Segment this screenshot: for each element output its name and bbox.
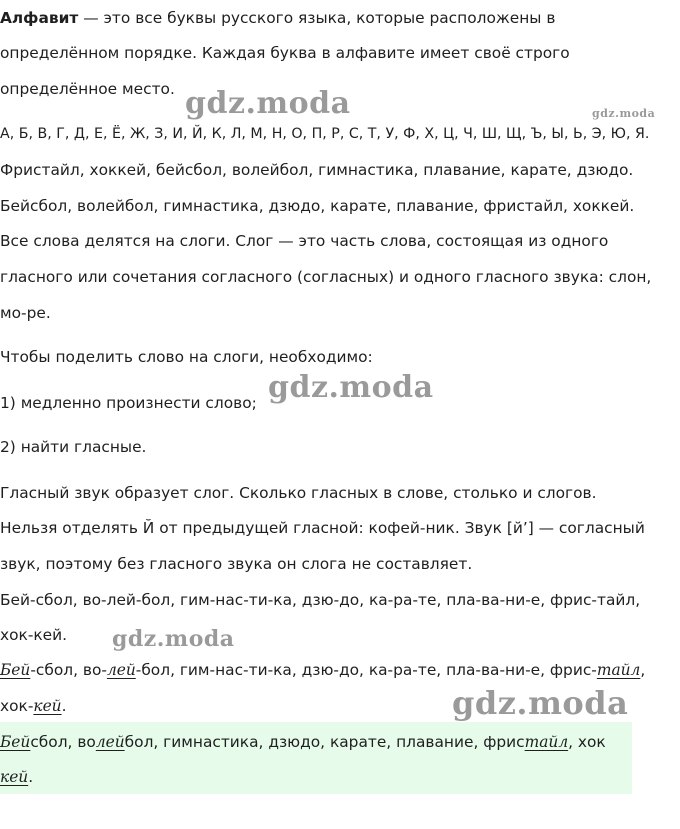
stressed-syllable: тайл [524,733,569,751]
text: . [61,697,67,715]
text: -бол, гим-нас-ти-ка, дзю-до, ка-ра-те, пла-ва-ни-е, фрис- [135,661,597,679]
stressed-syllable: Бей [0,661,31,679]
paragraph-alphabet-line1 [0,8,555,28]
split-line2: хок-кей. [0,626,68,644]
sports-list-1: Фристайл, хоккей, бейсбол, волейбол, гимнастика, плавание, карате, дзюдо. [0,161,634,179]
stress-line1 [0,660,645,680]
stressed-syllable: лей [106,661,136,679]
text: — это все буквы русского языка, которые расположены в [78,9,556,27]
stress-line2 [0,696,67,716]
text: хок- [0,697,34,715]
howto-intro: Чтобы поделить слово на слоги, необходимо: [0,348,373,366]
stressed-syllable: кей [33,697,62,715]
answer-line2 [0,767,33,787]
syllable-definition-line1: Все слова делятся на слоги. Слог — это часть слова, состоящая из одного [0,232,609,250]
answer-line1 [0,732,606,752]
rule-vowels: Гласный звук образует слог. Сколько гласных в слове, столько и слогов. [0,484,597,502]
text: . [28,768,34,786]
term-alphabet: Алфавит [0,9,79,27]
stressed-syllable: тайл [596,661,641,679]
howto-step-1: 1) медленно произнести слово; [0,394,257,412]
watermark: gdz.moda [592,107,656,120]
rule-y-line2: звук, поэтому без гласного звука он слога не составляет. [0,555,473,573]
howto-step-2: 2) найти гласные. [0,438,147,456]
watermark: gdz.moda [452,684,629,722]
stressed-syllable: Бей [0,733,31,751]
syllable-definition-line2: гласного или сочетания согласного (согласных) и одного гласного звука: слон, [0,268,652,286]
syllable-definition-line3: мо-ре. [0,304,51,322]
stressed-syllable: кей [0,768,29,786]
stressed-syllable: лей [95,733,125,751]
alphabet-list: А, Б, В, Г, Д, Е, Ё, Ж, З, И, Й, К, Л, М, Н, О, П, Р, С, Т, У, Ф, Х, Ц, Ч, Ш, Щ, Ъ, Ы, Ь, Э, Ю, Я. [0,126,650,142]
paragraph-alphabet-line3: определённое место. [0,80,175,98]
text: бол, гимнастика, дзюдо, карате, плавание, фрис [124,733,525,751]
text: -сбол, во- [30,661,107,679]
split-line1: Бей-сбол, во-лей-бол, гим-нас-ти-ка, дзю-до, ка-ра-те, пла-ва-ни-е, фрис-тайл, [0,591,641,609]
watermark: gdz.moda [112,626,235,652]
text: , хок [568,733,606,751]
text: , [640,661,646,679]
sports-list-2: Бейсбол, волейбол, гимнастика, дзюдо, карате, плавание, фристайл, хоккей. [0,197,635,215]
paragraph-alphabet-line2: определённом порядке. Каждая буква в алфавите имеет своё строго [0,44,570,62]
text: сбол, во [30,733,96,751]
watermark: gdz.moda [185,86,351,121]
rule-y-line1: Нельзя отделять Й от предыдущей гласной: кофей-ник. Звук [й’] — согласный [0,519,645,537]
watermark: gdz.moda [268,370,434,405]
